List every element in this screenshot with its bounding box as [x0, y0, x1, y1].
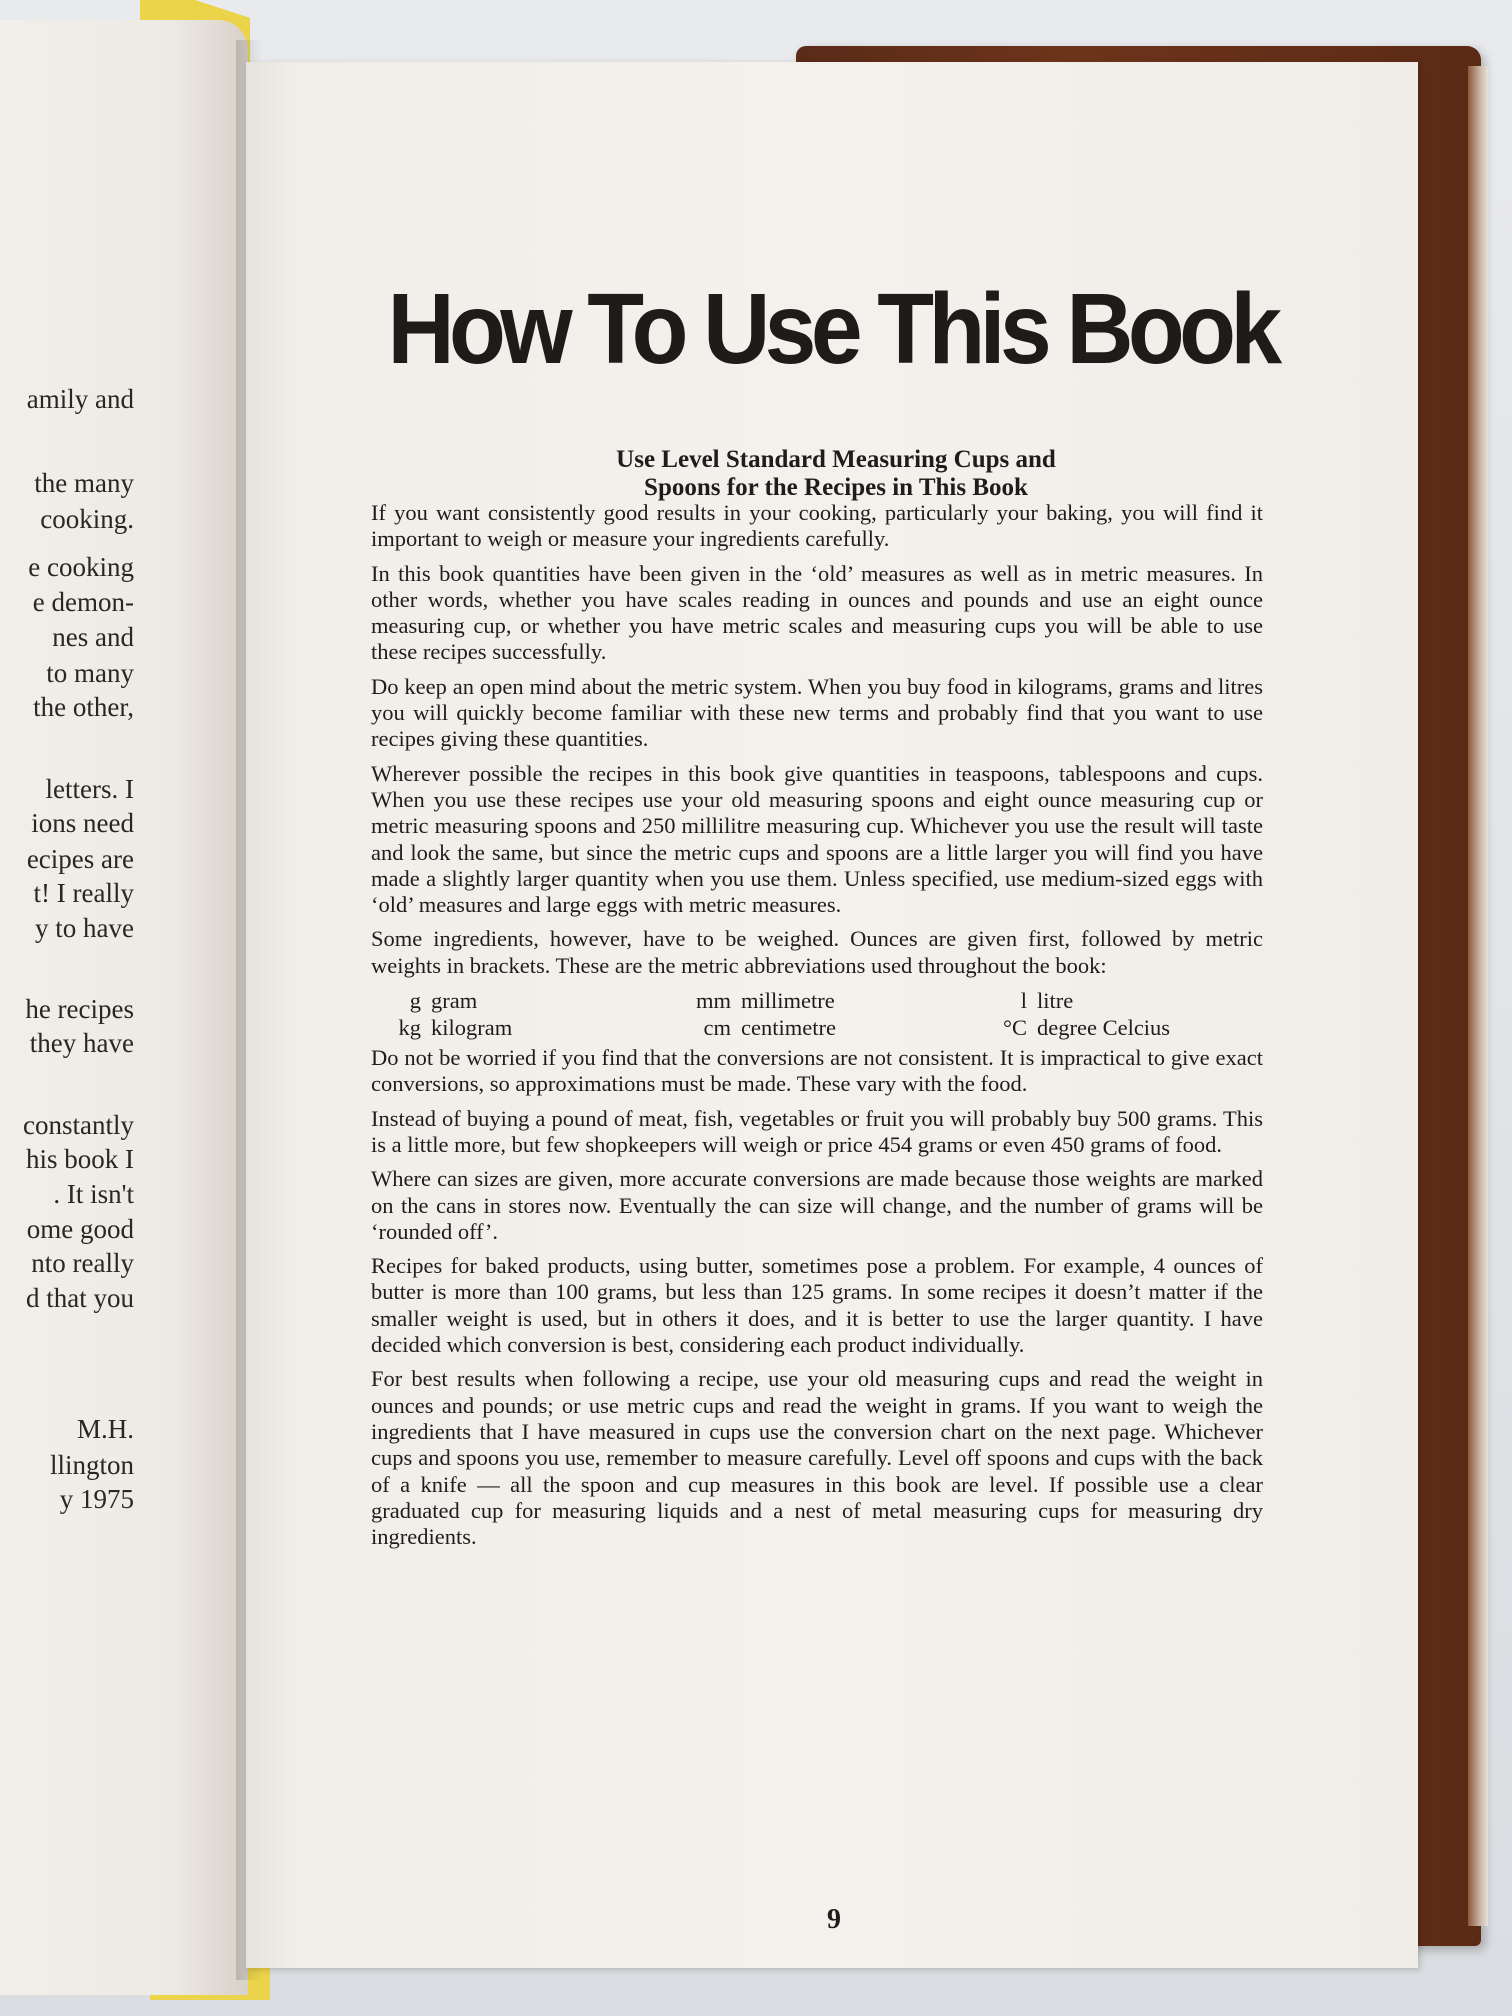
- paragraph: Recipes for baked products, using butter, sometimes pose a problem. For example, 4 ounces of butter is more than 100 grams, but less than 125 grams. In some recipes it doesn’t matter if the smaller weight is used, but in others it does, and it is better to use the larger quantity. I have decided which conversion is best, considering each product individually.: [371, 1253, 1263, 1358]
- abbr-name: millimetre: [741, 988, 835, 1014]
- abbr-name: gram: [431, 988, 478, 1014]
- left-line: e cooking: [28, 552, 134, 582]
- left-line: he recipes: [25, 994, 134, 1024]
- paragraph: Do keep an open mind about the metric system. When you buy food in kilograms, grams and litres you will quickly become familiar with these new terms and probably find that you want to use recipes giving these quantities.: [371, 673, 1263, 752]
- left-page: [0, 20, 248, 1995]
- paragraph: Some ingredients, however, have to be weighed. Ounces are given first, followed by metric weights in brackets. These are the metric abbreviations used throughout the book:: [371, 926, 1263, 978]
- paragraph: For best results when following a recipe, use your old measuring cups and read the weight in ounces and pounds; or use metric cups and read the weight in grams. If you want to weigh the ingredients that I have measured in cups use the conversion chart on the next page. Whichever cups and spoons you use, remember to measure carefully. Level off spoons and cups with the back of a knife — all the spoon and cup measures in this book are level. If possible use a clear graduated cup for measuring liquids and a nest of metal measuring cups for measuring dry ingredients.: [371, 1366, 1263, 1550]
- left-line: M.H.: [76, 1414, 134, 1444]
- left-line: amily and: [26, 384, 134, 414]
- abbr-name: centimetre: [741, 1015, 836, 1041]
- left-line: nto really: [31, 1248, 134, 1278]
- left-line: letters. I: [45, 774, 134, 804]
- page-title: How To Use This Book: [387, 273, 1277, 385]
- left-line: y 1975: [59, 1484, 134, 1514]
- abbr-symbol: g: [409, 988, 421, 1014]
- left-line: constantly: [23, 1110, 134, 1140]
- page-number: 9: [827, 1904, 841, 1935]
- abbr-symbol: mm: [695, 988, 731, 1014]
- abbr-name: kilogram: [431, 1015, 513, 1041]
- left-line: to many: [46, 658, 134, 688]
- left-line: ions need: [31, 808, 134, 838]
- section-heading-line: Spoons for the Recipes in This Book: [644, 474, 1028, 501]
- right-page: [246, 62, 1418, 1968]
- left-line: d that you: [26, 1283, 134, 1313]
- section-heading-line: Use Level Standard Measuring Cups and: [616, 446, 1056, 473]
- left-line: his book I: [26, 1144, 134, 1174]
- paragraph: Wherever possible the recipes in this book give quantities in teaspoons, tablespoons and cups. When you use these recipes use your old measuring spoons and eight ounce measuring cup or metric measuring spoons and 250 millilitre measuring cup. Whichever you use the result will taste and look the same, but since the metric cups and spoons are a little larger you will find you have made a slightly larger quantity when you use them. Unless specified, use medium-sized eggs with ‘old’ measures and large eggs with metric measures.: [371, 760, 1263, 918]
- left-line: ome good: [26, 1214, 134, 1244]
- left-line: the many: [34, 468, 134, 498]
- body-text: [371, 500, 1263, 1558]
- abbr-symbol: kg: [398, 1015, 421, 1041]
- left-line: nes and: [52, 622, 134, 652]
- left-line: llington: [49, 1450, 134, 1480]
- left-line: they have: [29, 1028, 134, 1058]
- left-line: y to have: [35, 913, 134, 943]
- left-line: cooking.: [40, 504, 134, 534]
- abbr-name: degree Celcius: [1037, 1015, 1171, 1041]
- left-line: . It isn't: [53, 1179, 134, 1209]
- cover-edge: [1468, 66, 1488, 1926]
- left-line: the other,: [33, 692, 134, 722]
- abbr-symbol: l: [1020, 988, 1027, 1014]
- paragraph: In this book quantities have been given in the ‘old’ measures as well as in metric measures. In other words, whether you have scales reading in ounces and pounds and use an eight ounce measuring cup, or whether you have metric scales and measuring cups you will be able to use these recipes successfully.: [371, 560, 1263, 665]
- metric-abbreviations-table: [371, 987, 1263, 1041]
- abbr-symbol: °C: [1002, 1015, 1027, 1041]
- abbr-symbol: cm: [703, 1015, 731, 1041]
- paragraph: Do not be worried if you find that the conversions are not consistent. It is impractical to give exact conversions, so approximations must be made. These vary with the food.: [371, 1045, 1263, 1097]
- left-line: ecipes are: [26, 844, 134, 874]
- left-line: t! I really: [33, 878, 134, 908]
- paragraph: Where can sizes are given, more accurate conversions are made because those weights are marked on the cans in stores now. Eventually the can size will change, and the number of grams will be ‘rounded off’.: [371, 1166, 1263, 1244]
- paragraph: If you want consistently good results in your cooking, particularly your baking, you will find it important to weigh or measure your ingredients carefully.: [371, 500, 1263, 552]
- paragraph: Instead of buying a pound of meat, fish, vegetables or fruit you will probably buy 500 grams. This is a little more, but few shopkeepers will weigh or price 454 grams or even 450 grams of food.: [371, 1105, 1263, 1157]
- left-line: e demon-: [32, 587, 134, 617]
- abbr-name: litre: [1037, 988, 1074, 1014]
- section-heading: [546, 446, 1126, 502]
